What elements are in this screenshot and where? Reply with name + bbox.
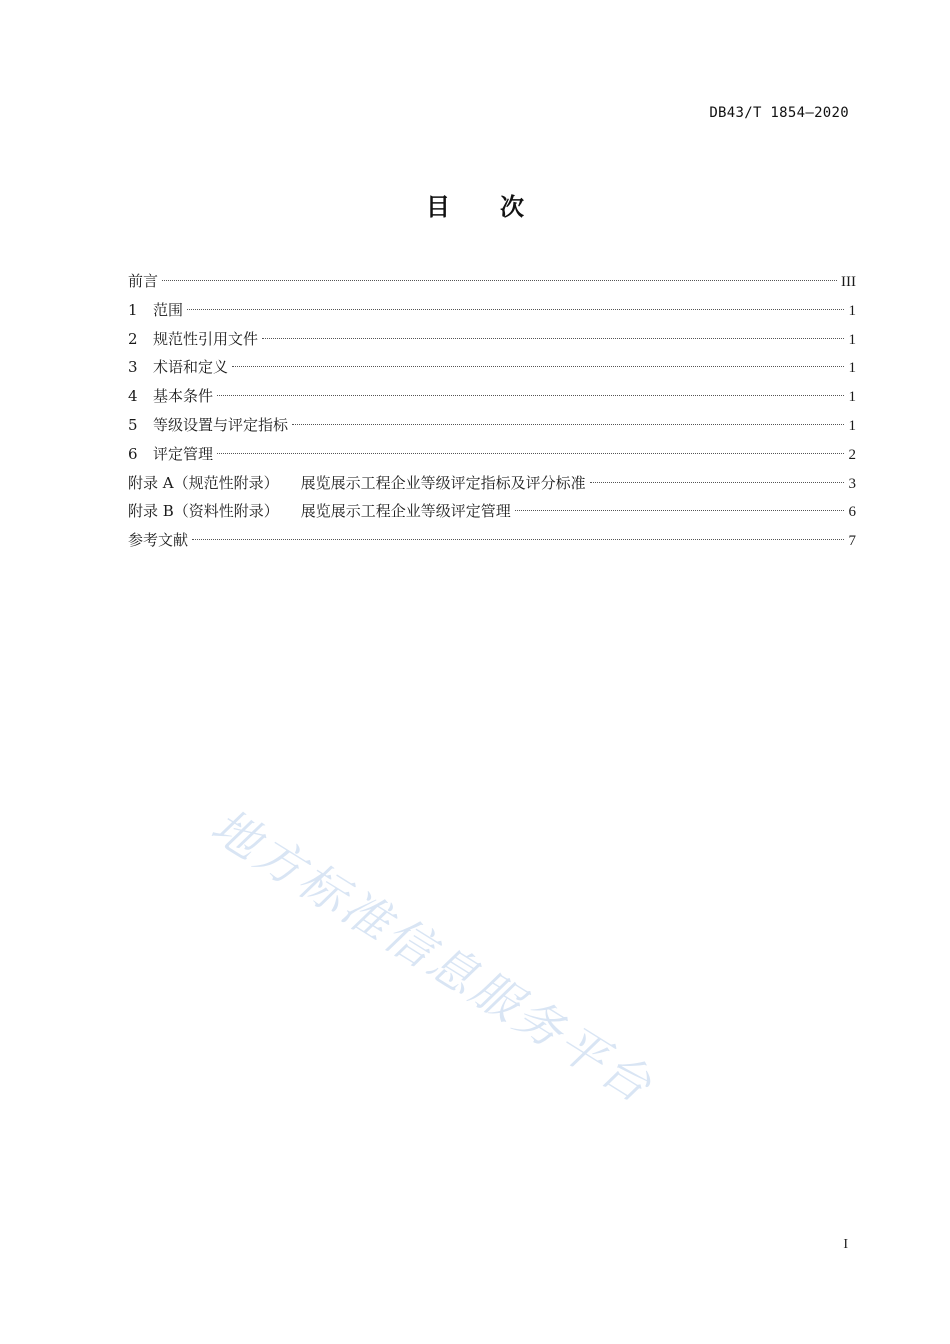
table-of-contents	[128, 267, 856, 555]
toc-entry-number: 4	[128, 387, 138, 406]
toc-entry-page: 3	[848, 475, 856, 492]
toc-entry-page: 2	[848, 446, 856, 463]
toc-leader-dots	[232, 366, 844, 367]
toc-leader-dots	[162, 280, 837, 281]
toc-entry-appendix-a[interactable]	[128, 469, 856, 498]
toc-leader-dots	[217, 453, 844, 454]
toc-entry-subtitle: 展览展示工程企业等级评定管理	[300, 502, 511, 521]
toc-entry-foreword[interactable]	[128, 267, 856, 296]
toc-entry-label: 附录 B（资料性附录）	[128, 502, 279, 521]
toc-entry-page: 1	[848, 302, 856, 319]
toc-leader-dots	[217, 395, 844, 396]
toc-title: 目次	[426, 193, 574, 221]
toc-entry-number: 3	[128, 358, 138, 377]
toc-leader-dots	[515, 510, 844, 511]
toc-entry-page: 1	[848, 331, 856, 348]
toc-entry-number: 5	[128, 415, 138, 434]
toc-entry-label: 范围	[153, 300, 184, 319]
toc-entry-number: 2	[128, 329, 138, 348]
toc-entry-label: 基本条件	[153, 387, 214, 406]
toc-entry-grade-settings[interactable]	[128, 411, 856, 440]
toc-entry-page: 6	[848, 504, 856, 521]
toc-entry-evaluation-management[interactable]	[128, 440, 856, 469]
toc-entry-bibliography[interactable]	[128, 526, 856, 555]
toc-entry-terms[interactable]	[128, 353, 856, 382]
toc-entry-scope[interactable]	[128, 296, 856, 325]
toc-entry-page: 1	[848, 417, 856, 434]
toc-leader-dots	[292, 424, 844, 425]
toc-entry-number: 6	[128, 444, 138, 463]
toc-entry-page: 1	[848, 389, 856, 406]
toc-leader-dots	[192, 539, 844, 540]
toc-entry-page: 7	[848, 533, 856, 550]
watermark: 地方标准信息服务平台	[201, 798, 664, 1116]
toc-entry-label: 评定管理	[153, 444, 214, 463]
toc-entry-label: 参考文献	[128, 531, 189, 550]
toc-entry-number: 1	[128, 300, 138, 319]
toc-entry-label: 前言	[128, 272, 159, 290]
toc-entry-appendix-b[interactable]	[128, 497, 856, 526]
toc-leader-dots	[590, 482, 844, 483]
toc-leader-dots	[262, 338, 844, 339]
toc-leader-dots	[187, 309, 844, 310]
toc-entry-page: III	[841, 274, 856, 290]
toc-entry-label: 等级设置与评定指标	[153, 415, 289, 434]
toc-entry-label: 规范性引用文件	[153, 329, 259, 348]
document-code: DB43/T 1854—2020	[709, 105, 849, 121]
toc-entry-normative-references[interactable]	[128, 325, 856, 354]
toc-entry-label: 附录 A（规范性附录）	[128, 473, 279, 492]
toc-entry-page: 1	[848, 360, 856, 377]
toc-entry-subtitle: 展览展示工程企业等级评定指标及评分标准	[300, 473, 586, 492]
toc-entry-basic-conditions[interactable]	[128, 382, 856, 411]
toc-entry-label: 术语和定义	[153, 358, 229, 377]
page-number: I	[843, 1237, 848, 1252]
